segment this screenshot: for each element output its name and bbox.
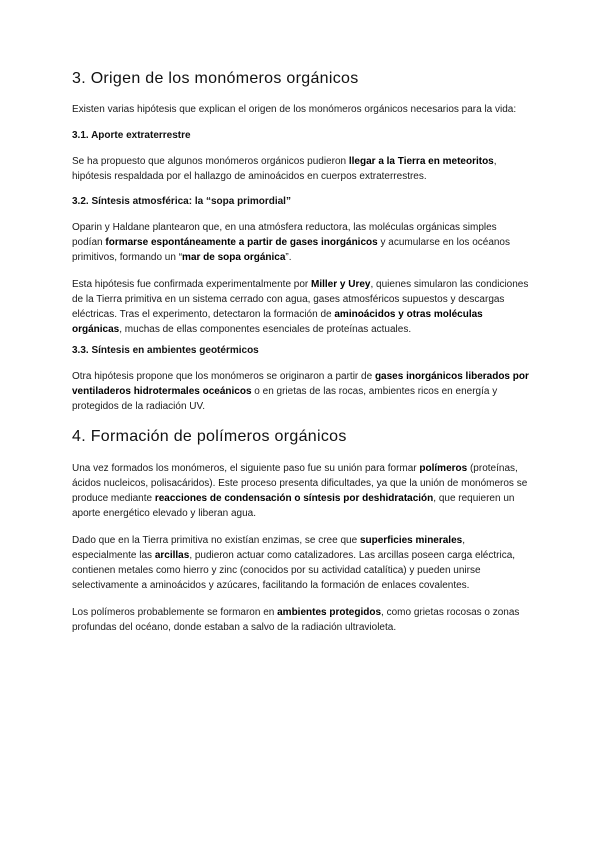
text-run: Esta hipótesis fue confirmada experimentalmente por: [72, 279, 312, 290]
bold-phrase: Miller y Urey: [311, 279, 371, 290]
text-run: , como grietas rocosas o zonas profundas del océano, donde estaban a salvo de la radiación ultravioleta.: [72, 607, 520, 633]
text-run: Otra hipótesis propone que los monómeros se originaron a partir de: [72, 371, 375, 382]
text-run: Se ha propuesto que algunos monómeros orgánicos pudieron: [72, 156, 349, 167]
section-4-paragraph-2: [72, 533, 530, 593]
subsection-3-2-paragraph-2: [72, 277, 530, 337]
text-run: Dado que en la Tierra primitiva no existían enzimas, se cree que: [72, 535, 360, 546]
text-run: Existen varias hipótesis que explican el origen de los monómeros orgánicos necesarios para la vida:: [72, 104, 517, 115]
bold-phrase: aminoácidos y otras moléculas orgánicas: [72, 309, 483, 335]
text-run: Los polímeros probablemente se formaron en: [72, 607, 278, 618]
text-run: , pudieron actuar como catalizadores. Las arcillas poseen carga eléctrica, contienen metales como hierro y zinc (conocidos por su actividad catalítica) y pueden unirse selectivamente a aminoácidos y azúcares, facilitando la formación de enlaces covalentes.: [72, 550, 516, 591]
bold-phrase: formarse espontáneamente a partir de gases inorgánicos: [105, 237, 378, 248]
bold-phrase: polímeros: [419, 463, 468, 474]
subsection-3-1-paragraph: [72, 154, 530, 184]
subsection-3-3-paragraph: [72, 369, 530, 414]
section-4-paragraph-3: [72, 605, 530, 635]
bold-phrase: llegar a la Tierra en meteoritos: [348, 156, 494, 167]
text-run: o en grietas de las rocas, ambientes ricos en energía y protegidos de la radiación UV.: [72, 386, 498, 412]
text-run: , muchas de ellas componentes esenciales de proteínas actuales.: [119, 324, 412, 335]
text-run: , hipótesis respaldada por el hallazgo de aminoácidos en cuerpos extraterrestres.: [72, 156, 497, 182]
subsection-3-2-heading: 3.2. Síntesis atmosférica: la “sopa primordial”: [72, 196, 291, 207]
bold-phrase: arcillas: [154, 550, 190, 561]
bold-phrase: mar de sopa orgánica: [182, 252, 286, 263]
text-run: ”.: [285, 252, 292, 263]
section-3-intro-paragraph: [72, 102, 530, 117]
subsection-3-3-heading: 3.3. Síntesis en ambientes geotérmicos: [72, 345, 259, 356]
subsection-3-1-heading: 3.1. Aporte extraterrestre: [72, 130, 191, 141]
text-run: , quienes simularon las condiciones de la Tierra primitiva en un sistema cerrado con agua, gases atmosféricos supuestos y descargas eléctricas. Tras el experimento, detectaron la formación de: [72, 279, 529, 320]
text-run: Oparin y Haldane plantearon que, en una atmósfera reductora, las moléculas orgánicas simples podían: [72, 222, 497, 248]
text-run: y acumularse en los océanos primitivos, formando un “: [72, 237, 510, 263]
bold-phrase: reacciones de condensación o síntesis por deshidratación: [154, 493, 434, 504]
section-3-heading: 3. Origen de los monómeros orgánicos: [72, 70, 359, 87]
bold-phrase: ambientes protegidos: [277, 607, 382, 618]
bold-phrase: superficies minerales: [359, 535, 463, 546]
section-4-paragraph-1: [72, 461, 530, 521]
bold-phrase: gases inorgánicos liberados por ventiladeros hidrotermales oceánicos: [72, 371, 529, 397]
text-run: , que requieren un aporte energético elevado y liberan agua.: [72, 493, 515, 519]
text-run: Una vez formados los monómeros, el siguiente paso fue su unión para formar: [72, 463, 420, 474]
section-4-heading: 4. Formación de polímeros orgánicos: [72, 428, 347, 445]
text-run: (proteínas, ácidos nucleicos, polisacáridos). Este proceso presenta dificultades, ya que la unión de monómeros se produce mediante: [72, 463, 528, 504]
document-body: [72, 68, 530, 635]
text-run: , especialmente las: [72, 535, 465, 561]
subsection-3-2-paragraph-1: [72, 220, 530, 265]
